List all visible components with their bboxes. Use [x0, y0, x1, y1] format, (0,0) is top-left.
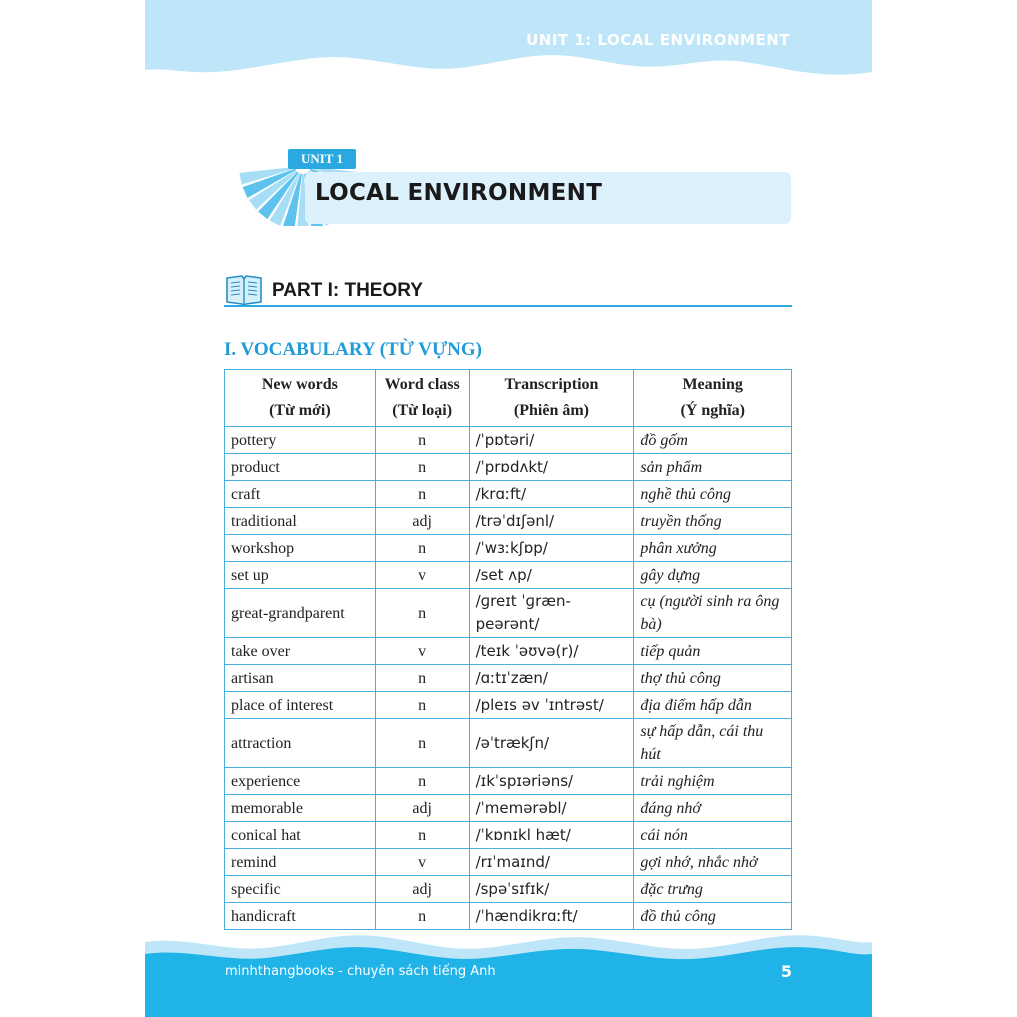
cell-word: memorable: [225, 795, 376, 822]
cell-ipa: /ɪkˈspɪəriəns/: [469, 768, 634, 795]
cell-meaning: gây dựng: [634, 562, 792, 589]
cell-ipa: /spəˈsɪfɪk/: [469, 876, 634, 903]
header-sublabel: (Từ loại): [392, 402, 453, 419]
cell-class: adj: [375, 795, 469, 822]
header-sublabel: (Từ mới): [269, 402, 331, 419]
table-row: [225, 665, 792, 692]
cell-meaning: sự hấp dẫn, cái thu hút: [634, 719, 792, 768]
cell-word: artisan: [225, 665, 376, 692]
open-book-icon: [224, 272, 264, 308]
cell-meaning: địa điểm hấp dẫn: [634, 692, 792, 719]
table-row: [225, 719, 792, 768]
book-page: [145, 0, 872, 1017]
cell-word: handicraft: [225, 903, 376, 930]
cell-class: n: [375, 427, 469, 454]
cell-meaning: thợ thủ công: [634, 665, 792, 692]
section-title: I. VOCABULARY (TỪ VỰNG): [224, 339, 482, 360]
table-row: [225, 903, 792, 930]
table-row: [225, 849, 792, 876]
cell-ipa: /əˈtrækʃn/: [469, 719, 634, 768]
publisher-footer: minhthangbooks - chuyên sách tiếng Anh: [225, 964, 496, 979]
table-row: [225, 795, 792, 822]
cell-ipa: /trəˈdɪʃənl/: [469, 508, 634, 535]
cell-meaning: nghề thủ công: [634, 481, 792, 508]
table-row: [225, 481, 792, 508]
cell-class: adj: [375, 876, 469, 903]
table-row: [225, 589, 792, 638]
header-sublabel: (Phiên âm): [513, 402, 589, 419]
cell-class: n: [375, 535, 469, 562]
cell-word: pottery: [225, 427, 376, 454]
header-label: New words: [261, 376, 338, 393]
cell-class: n: [375, 768, 469, 795]
cell-meaning: sản phẩm: [634, 454, 792, 481]
cell-class: n: [375, 692, 469, 719]
cell-meaning: đồ thủ công: [634, 903, 792, 930]
header-transcription: [469, 370, 634, 427]
cell-class: n: [375, 822, 469, 849]
cell-class: v: [375, 562, 469, 589]
cell-ipa: /krɑːft/: [469, 481, 634, 508]
table-row: [225, 454, 792, 481]
table-row: [225, 638, 792, 665]
cell-word: conical hat: [225, 822, 376, 849]
cell-class: n: [375, 481, 469, 508]
cell-word: traditional: [225, 508, 376, 535]
unit-badge: UNIT 1: [288, 149, 356, 169]
cell-word: place of interest: [225, 692, 376, 719]
cell-meaning: tiếp quản: [634, 638, 792, 665]
header-label: Meaning: [682, 376, 743, 393]
cell-class: n: [375, 903, 469, 930]
header-meaning: [634, 370, 792, 427]
cell-ipa: /ɡreɪt ˈɡræn-peərənt/: [469, 589, 634, 638]
table-row: [225, 427, 792, 454]
cell-word: set up: [225, 562, 376, 589]
cell-ipa: /ˈkɒnɪkl hæt/: [469, 822, 634, 849]
cell-word: product: [225, 454, 376, 481]
table-row: [225, 562, 792, 589]
cell-ipa: /set ʌp/: [469, 562, 634, 589]
table-row: [225, 768, 792, 795]
vocabulary-table: [224, 369, 792, 930]
cell-word: take over: [225, 638, 376, 665]
cell-word: workshop: [225, 535, 376, 562]
cell-class: n: [375, 665, 469, 692]
cell-class: v: [375, 849, 469, 876]
cell-class: v: [375, 638, 469, 665]
cell-ipa: /ɑːtɪˈzæn/: [469, 665, 634, 692]
cell-class: n: [375, 719, 469, 768]
cell-ipa: /pleɪs əv ˈɪntrəst/: [469, 692, 634, 719]
table-row: [225, 508, 792, 535]
cell-ipa: /ˈhændikrɑːft/: [469, 903, 634, 930]
cell-class: n: [375, 589, 469, 638]
cell-meaning: cụ (người sinh ra ông bà): [634, 589, 792, 638]
cell-ipa: /ˈmemərəbl/: [469, 795, 634, 822]
cell-ipa: /ˈwɜːkʃɒp/: [469, 535, 634, 562]
cell-meaning: cái nón: [634, 822, 792, 849]
cell-class: n: [375, 454, 469, 481]
cell-word: specific: [225, 876, 376, 903]
table-row: [225, 692, 792, 719]
table-row: [225, 822, 792, 849]
table-row: [225, 535, 792, 562]
cell-word: experience: [225, 768, 376, 795]
header-label: Transcription: [504, 376, 599, 393]
cell-meaning: gợi nhớ, nhắc nhở: [634, 849, 792, 876]
cell-meaning: đồ gốm: [634, 427, 792, 454]
cell-word: remind: [225, 849, 376, 876]
unit-title: LOCAL ENVIRONMENT: [315, 180, 603, 206]
cell-class: adj: [375, 508, 469, 535]
cell-ipa: /ˈpɒtəri/: [469, 427, 634, 454]
running-head: UNIT 1: LOCAL ENVIRONMENT: [526, 31, 790, 49]
cell-meaning: đặc trưng: [634, 876, 792, 903]
header-new-words: [225, 370, 376, 427]
header-word-class: [375, 370, 469, 427]
cell-meaning: truyền thống: [634, 508, 792, 535]
cell-word: attraction: [225, 719, 376, 768]
cell-word: craft: [225, 481, 376, 508]
cell-ipa: /rɪˈmaɪnd/: [469, 849, 634, 876]
table-header-row: [225, 370, 792, 427]
cell-meaning: trải nghiệm: [634, 768, 792, 795]
cell-ipa: /ˈprɒdʌkt/: [469, 454, 634, 481]
header-label: Word class: [384, 376, 460, 393]
cell-ipa: /teɪk ˈəʊvə(r)/: [469, 638, 634, 665]
page-number: 5: [780, 962, 792, 981]
header-sublabel: (Ý nghĩa): [680, 402, 745, 419]
table-row: [225, 876, 792, 903]
cell-meaning: đáng nhớ: [634, 795, 792, 822]
cell-word: great-grandparent: [225, 589, 376, 638]
part-divider: [224, 305, 792, 307]
cell-meaning: phân xưởng: [634, 535, 792, 562]
part-title: PART I: THEORY: [272, 280, 423, 301]
